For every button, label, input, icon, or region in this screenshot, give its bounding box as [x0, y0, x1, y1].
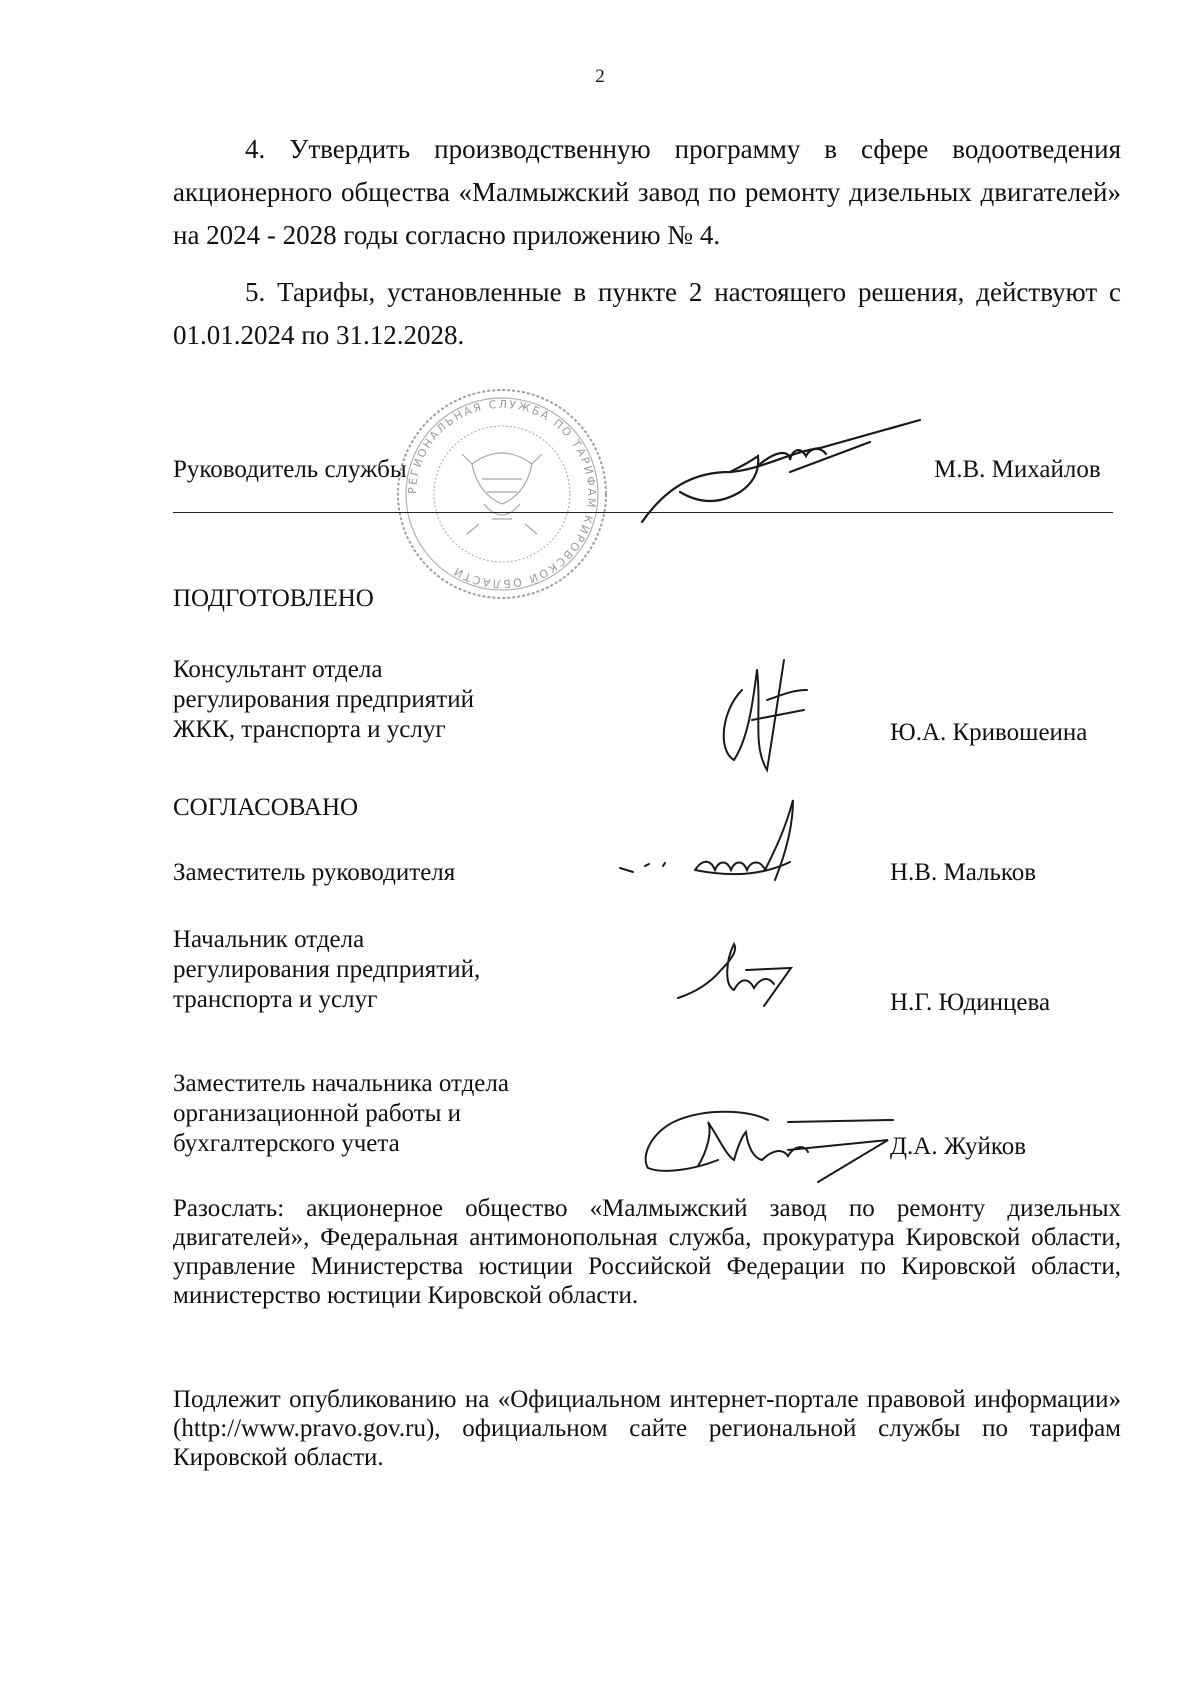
signer-3-position-line-3: бухгалтерского учета — [173, 1130, 400, 1157]
signer-2-position — [173, 925, 480, 1015]
head-name: М.В. Михайлов — [934, 456, 1101, 483]
prepared-position-line-3: ЖКК, транспорта и услуг — [173, 716, 446, 743]
signer-1-position: Заместитель руководителя — [173, 859, 456, 886]
paragraph-4: 4. Утвердить производственную программу в сфере водоотведения акционерного общества «Малмыжский завод по ремонту дизельных двигателей» на 2024 - 2028 годы согласно приложению № 4. — [173, 134, 1121, 250]
signer-2-position-line-2: регулирования предприятий, — [173, 956, 481, 983]
signer-3-position-line-2: организационной работы и — [173, 1100, 462, 1127]
svg-text:РЕГИОНАЛЬНАЯ СЛУЖБА ПО ТАРИФАМ — [406, 398, 598, 590]
official-seal-stamp — [392, 384, 612, 604]
signer-2-name: Н.Г. Юдинцева — [890, 989, 1051, 1016]
signer-3-position — [173, 1069, 509, 1159]
signer-1-handwritten-signature — [615, 790, 865, 910]
signer-2-position-line-3: транспорта и услуг — [173, 986, 378, 1013]
prepared-handwritten-signature — [712, 650, 812, 780]
prepared-position-line-2: регулирования предприятий — [173, 686, 474, 713]
prepared-name: Ю.А. Кривошеина — [890, 719, 1088, 746]
seal-text: РЕГИОНАЛЬНАЯ СЛУЖБА ПО ТАРИФАМ КИРОВСКОЙ ОБЛАСТИ — [405, 397, 599, 591]
signer-3-name: Д.А. Жуйков — [890, 1133, 1027, 1160]
signer-2-position-line-1: Начальник отдела — [173, 926, 365, 953]
distribution-list: Разослать: акционерное общество «Малмыжский завод по ремонту дизельных двигателей», Федеральная антимонопольная служба, прокуратура Кировской области, управление Министерства юстиции Российской Федерации по Кировской области, министерство юстиции Кировской области. — [173, 1195, 1121, 1309]
head-handwritten-signature — [640, 412, 930, 532]
prepared-position — [173, 655, 474, 745]
publication-note: Подлежит опубликованию на «Официальном интернет-портале правовой информации» (http://www.pravo.gov.ru), официальном сайте региональной службы по тарифам Кировской области. — [173, 1386, 1121, 1471]
signer-3-handwritten-signature — [638, 1100, 898, 1190]
prepared-position-line-1: Консультант отдела — [173, 656, 383, 683]
paragraph-5: 5. Тарифы, установленные в пункте 2 настоящего решения, действуют с 01.01.2024 по 31.12.2028. — [173, 277, 1121, 350]
agreed-heading: СОГЛАСОВАНО — [173, 794, 359, 821]
signer-3-position-line-1: Заместитель начальника отдела — [173, 1070, 509, 1097]
signer-1-name: Н.В. Мальков — [890, 859, 1037, 886]
signer-2-handwritten-signature — [676, 940, 796, 1010]
prepared-heading: ПОДГОТОВЛЕНО — [173, 585, 374, 612]
page-number: 2 — [595, 66, 605, 87]
head-position: Руководитель службы — [173, 456, 407, 483]
